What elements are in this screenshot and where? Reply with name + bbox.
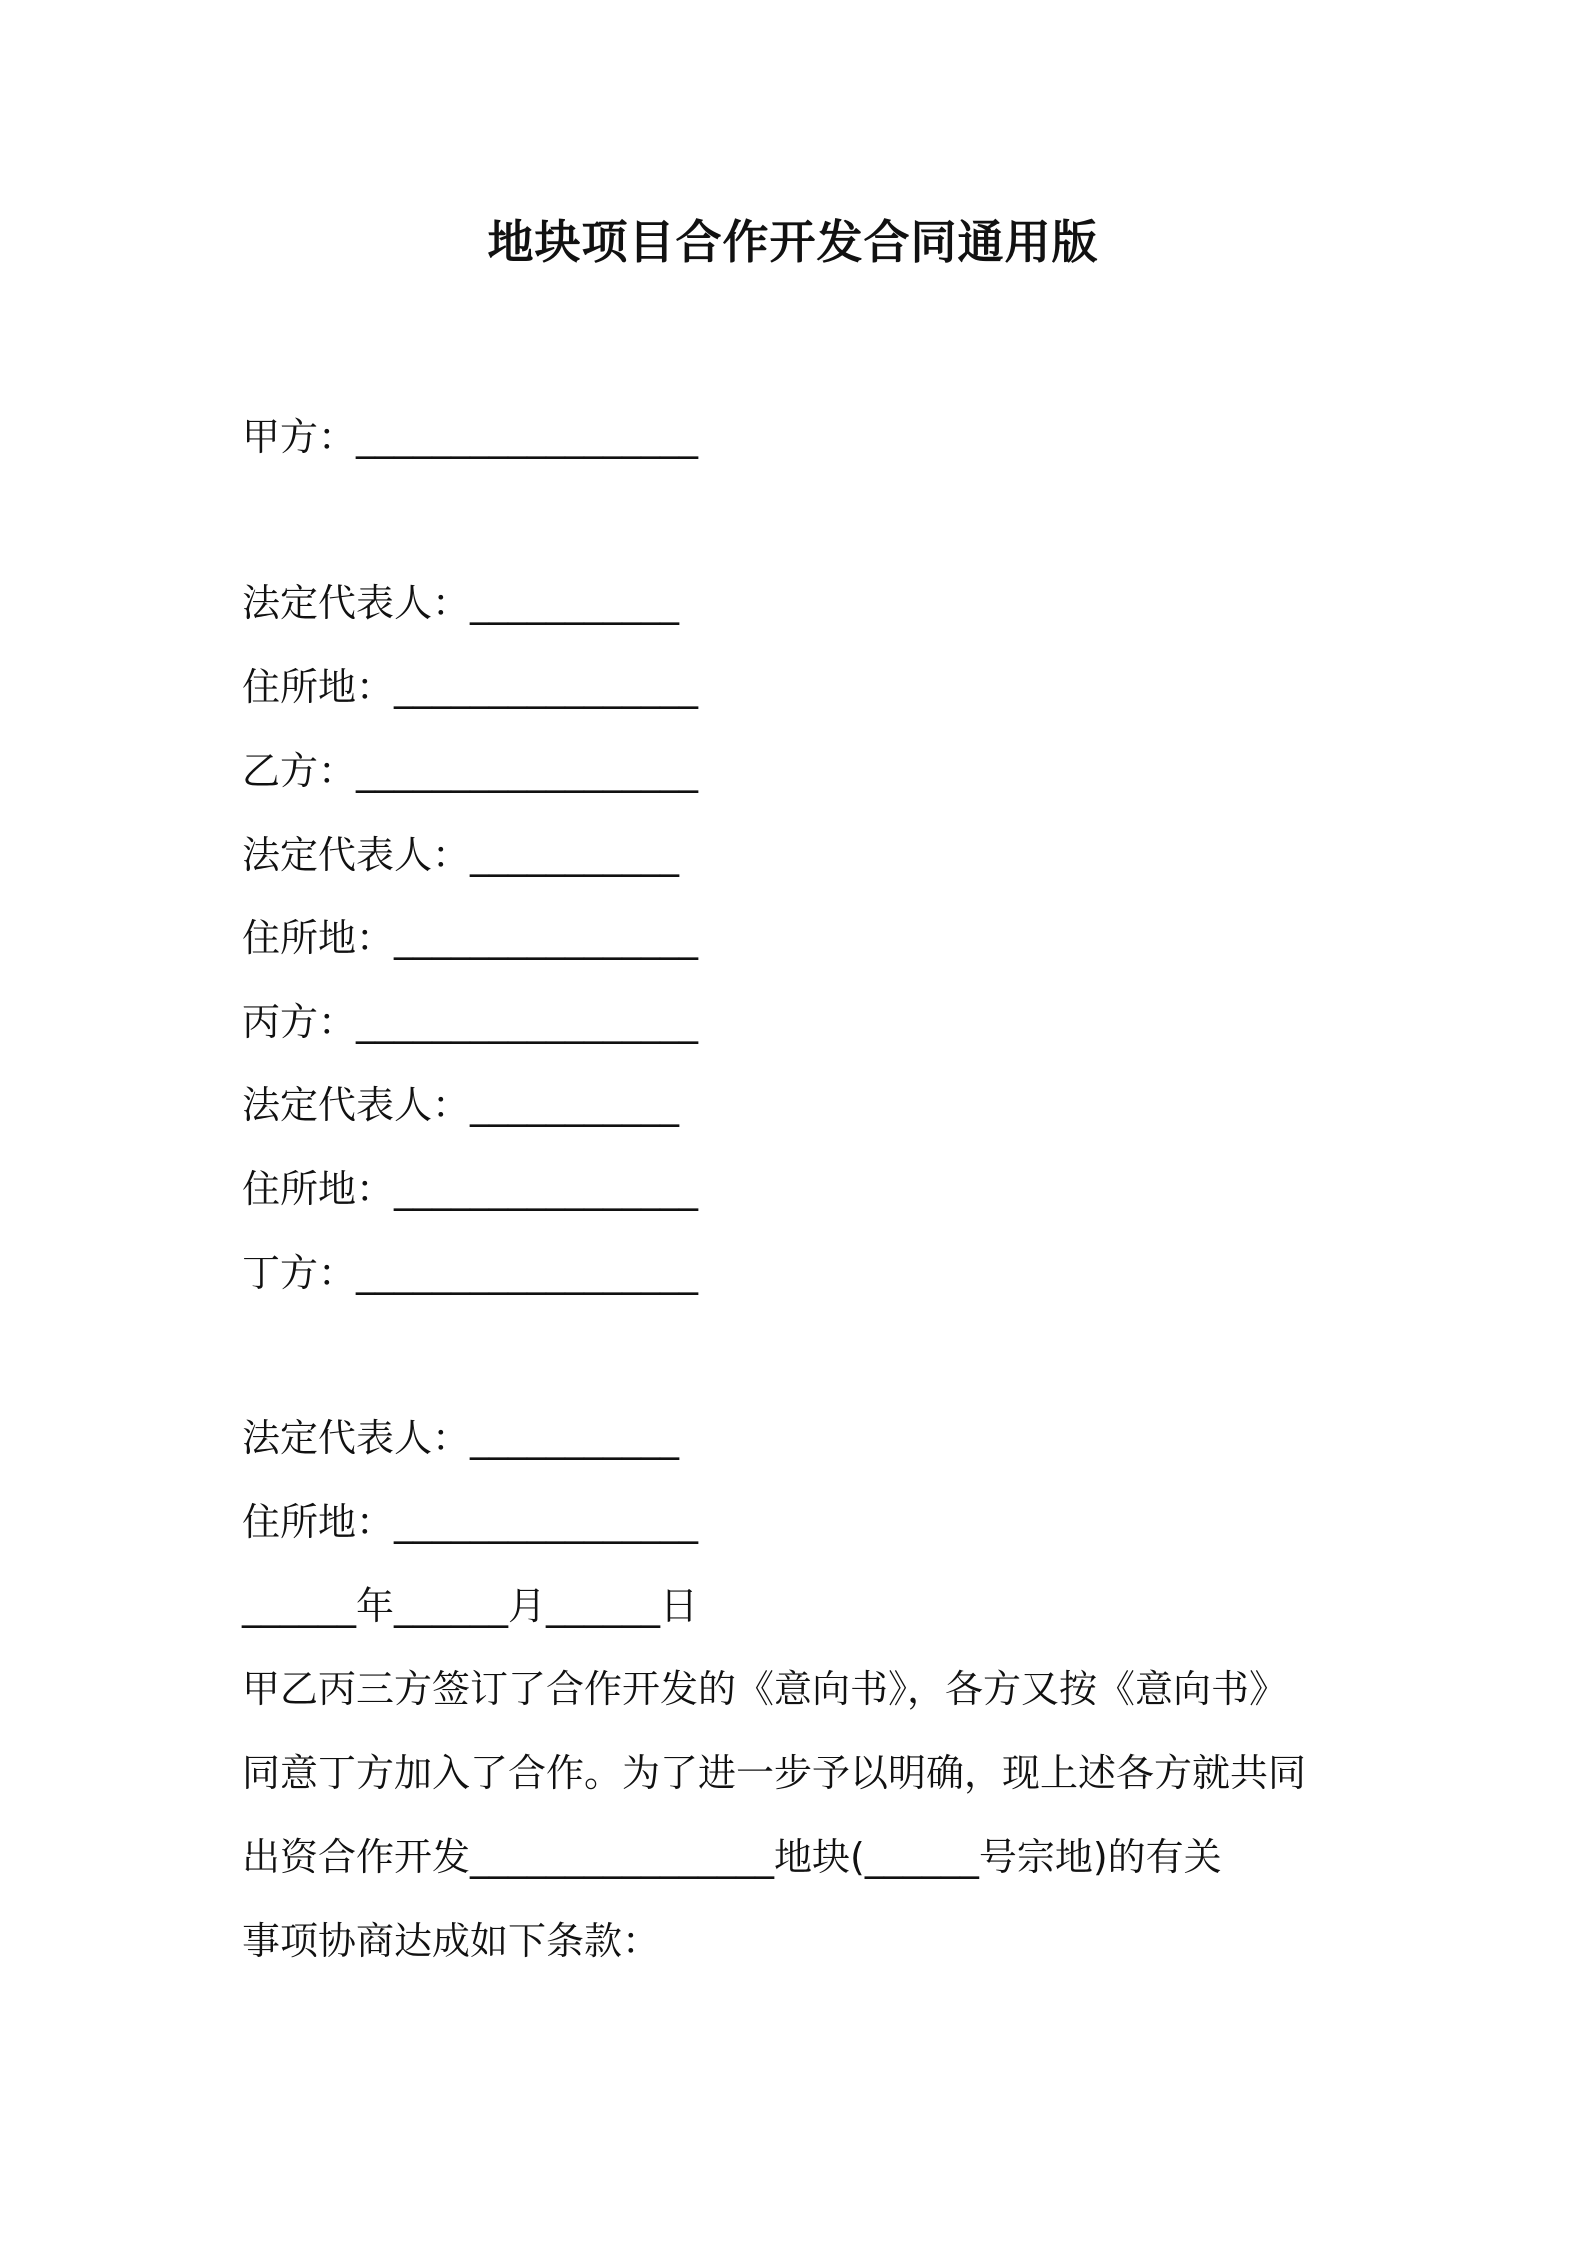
- party-b-line: 乙方：__________________: [242, 749, 699, 793]
- party-d-address-line: 住所地：________________: [242, 1500, 699, 1544]
- intro-paragraph-line-1: 甲乙丙三方签订了合作开发的《意向书》，各方又按《意向书》: [242, 1667, 1288, 1711]
- party-c-legal-rep-line: 法定代表人：___________: [242, 1083, 680, 1127]
- date-line: ______年______月______日: [242, 1584, 699, 1628]
- document-title: 地块项目合作开发合同通用版: [487, 215, 1099, 269]
- party-a-line: 甲方：__________________: [242, 415, 699, 459]
- intro-paragraph-line-4: 事项协商达成如下条款：: [242, 1919, 661, 1963]
- intro-paragraph-line-2: 同意丁方加入了合作。为了进一步予以明确，现上述各方就共同: [242, 1751, 1307, 1795]
- party-c-line: 丙方：__________________: [242, 1000, 699, 1044]
- party-d-legal-rep-line: 法定代表人：___________: [242, 1416, 680, 1460]
- party-b-legal-rep-line: 法定代表人：___________: [242, 833, 680, 877]
- party-a-address-line: 住所地：________________: [242, 665, 699, 709]
- party-c-address-line: 住所地：________________: [242, 1167, 699, 1211]
- intro-paragraph-line-3: 出资合作开发________________地块(______号宗地)的有关: [242, 1835, 1222, 1879]
- party-b-address-line: 住所地：________________: [242, 916, 699, 960]
- party-a-legal-rep-line: 法定代表人：___________: [242, 581, 680, 625]
- party-d-line: 丁方：__________________: [242, 1251, 699, 1295]
